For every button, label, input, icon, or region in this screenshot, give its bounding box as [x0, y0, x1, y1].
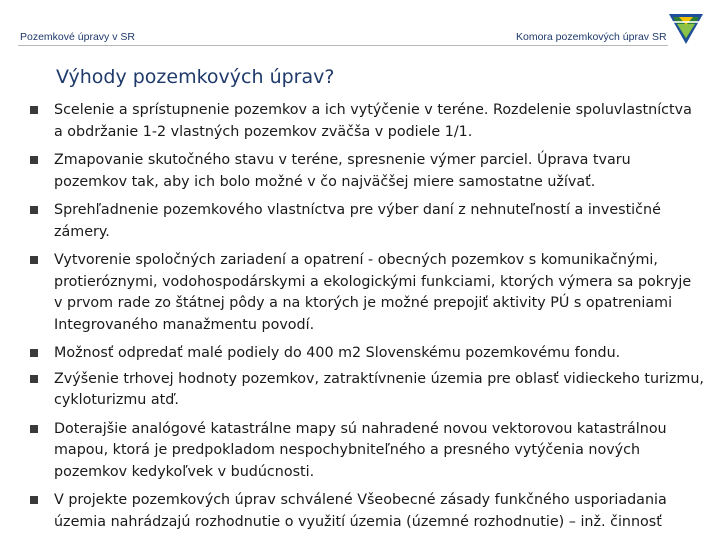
bullet-line: Zmapovanie skutočného stavu v teréne, spresnenie výmer parciel. Úprava tvaru	[54, 152, 631, 168]
bullet-line: Zvýšenie trhovej hodnoty pozemkov, zatraktívnenie územia pre oblasť vidieckeho turizmu,	[54, 370, 704, 387]
bullet-square-icon	[30, 106, 38, 114]
bullet-item	[30, 419, 720, 484]
bullet-list	[30, 100, 720, 540]
bullet-square-icon	[30, 156, 38, 164]
bullet-square-icon	[30, 206, 38, 214]
bullet-item	[30, 490, 720, 533]
header-right-text: Komora pozemkových úprav SR	[516, 31, 667, 43]
bullet-line: protieróznymi, vodohospodárskymi a ekologickými funkciami, ktorých výmera sa pokryje	[54, 273, 692, 290]
bullet-square-icon	[30, 375, 38, 383]
bullet-item	[30, 150, 720, 193]
bullet-line: Scelenie a sprístupnenie pozemkov a ich vytýčenie v teréne. Rozdelenie spoluvlastníctva	[54, 102, 692, 118]
bullet-line: a obdržanie 1-2 vlastných pozemkov zväčša v podiele 1/1.	[54, 123, 473, 140]
bullet-square-icon	[30, 496, 38, 504]
header-left-text: Pozemkové úpravy v SR	[20, 31, 135, 43]
bullet-line: mapou, ktorá je predpokladom nespochybniteľného a presného vytýčenia nových	[54, 442, 641, 458]
bullet-line: územia nahrádzajú rozhodnutie o využití územia (územné rozhodnutie) – inž. činnosť	[54, 513, 662, 530]
bullet-square-icon	[30, 425, 38, 433]
bullet-item	[30, 369, 720, 412]
header-divider	[18, 45, 668, 46]
bullet-line: cykloturizmu atď.	[54, 392, 179, 408]
bullet-line: Sprehľadnenie pozemkového vlastníctva pre výber daní z nehnuteľností a investičné	[54, 202, 661, 218]
bullet-item	[30, 100, 720, 143]
bullet-item	[30, 250, 720, 336]
bullet-line: V projekte pozemkových úprav schválené Všeobecné zásady funkčného usporiadania	[54, 492, 667, 508]
bullet-line: Možnosť odpredať malé podiely do 400 m2 Slovenskému pozemkovému fondu.	[54, 345, 621, 361]
kpu-logo-icon	[668, 12, 704, 46]
bullet-square-icon	[30, 256, 38, 264]
bullet-line: Doterajšie analógové katastrálne mapy sú nahradené novou vektorovou katastrálnou	[54, 420, 667, 437]
bullet-line: v prvom rade zo štátnej pôdy a na ktorých je možné prepojiť aktivity PÚ s opatreniami	[54, 295, 673, 311]
bullet-item	[30, 343, 720, 365]
bullet-square-icon	[30, 349, 38, 357]
bullet-item	[30, 200, 720, 243]
bullet-line: Integrovaného manažmentu povodí.	[54, 316, 315, 333]
bullet-line: pozemkov tak, aby ich bolo možné v čo najväčšej miere samostatne užívať.	[54, 173, 596, 190]
bullet-line: zámery.	[54, 223, 110, 240]
slide-title: Výhody pozemkových úprav?	[56, 66, 335, 88]
bullet-line: Vytvorenie spoločných zariadení a opatrení - obecných pozemkov s komunikačnými,	[54, 252, 658, 268]
bullet-line: pozemkov kedykoľvek v budúcnosti.	[54, 463, 315, 480]
